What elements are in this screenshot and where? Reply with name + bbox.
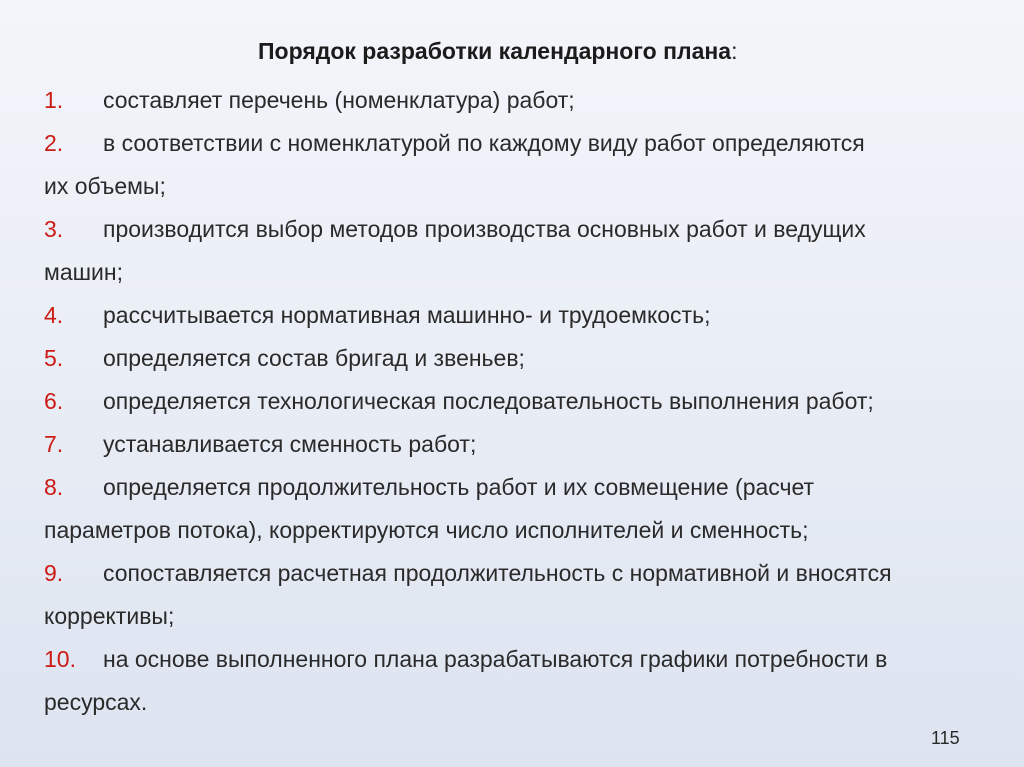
- item-text-line: их объемы;: [44, 173, 166, 199]
- page-number: 115: [931, 728, 960, 748]
- list-item: [44, 466, 994, 552]
- list-item: [44, 208, 994, 294]
- item-number: 9.: [44, 560, 64, 586]
- item-number: 2.: [44, 130, 64, 156]
- item-text-line: составляет перечень (номенклатура) работ;: [103, 87, 575, 113]
- item-text-line: коррективы;: [44, 603, 175, 629]
- item-number: 7.: [44, 431, 64, 457]
- item-number: 5.: [44, 345, 64, 371]
- item-number: 8.: [44, 474, 64, 500]
- list-item: [44, 423, 994, 466]
- item-text-line: определяется продолжительность работ и их совмещение (расчет: [103, 474, 815, 500]
- list-item: [44, 552, 994, 638]
- item-text-line: в соответствии с номенклатурой по каждому виду работ определяются: [103, 130, 865, 156]
- item-text-line: ресурсах.: [44, 689, 148, 715]
- item-number: 1.: [44, 87, 64, 113]
- item-text-line: сопоставляется расчетная продолжительность с нормативной и вносятся: [103, 560, 892, 586]
- item-text-line: рассчитывается нормативная машинно- и трудоемкость;: [103, 302, 711, 328]
- item-text-line: определяется состав бригад и звеньев;: [103, 345, 525, 371]
- item-text-line: производится выбор методов производства основных работ и ведущих: [103, 216, 866, 242]
- item-text-line: на основе выполненного плана разрабатываются графики потребности в: [103, 646, 888, 672]
- slide-title-text: Порядок разработки календарного плана: [258, 38, 732, 64]
- item-text-line: определяется технологическая последовательность выполнения работ;: [103, 388, 874, 414]
- slide-title: [258, 36, 737, 66]
- item-text-line: параметров потока), корректируются число исполнителей и сменность;: [44, 517, 809, 543]
- slide-title-colon: :: [731, 38, 738, 64]
- item-number: 6.: [44, 388, 64, 414]
- list-item: [44, 380, 994, 423]
- steps-list: [44, 79, 994, 724]
- list-item: [44, 638, 994, 724]
- list-item: [44, 122, 994, 208]
- item-number: 3.: [44, 216, 64, 242]
- list-item: [44, 337, 994, 380]
- item-number: 4.: [44, 302, 64, 328]
- list-item: [44, 294, 994, 337]
- list-item: [44, 79, 994, 122]
- item-text-line: машин;: [44, 259, 123, 285]
- item-text-line: устанавливается сменность работ;: [103, 431, 477, 457]
- item-number: 10.: [44, 646, 76, 672]
